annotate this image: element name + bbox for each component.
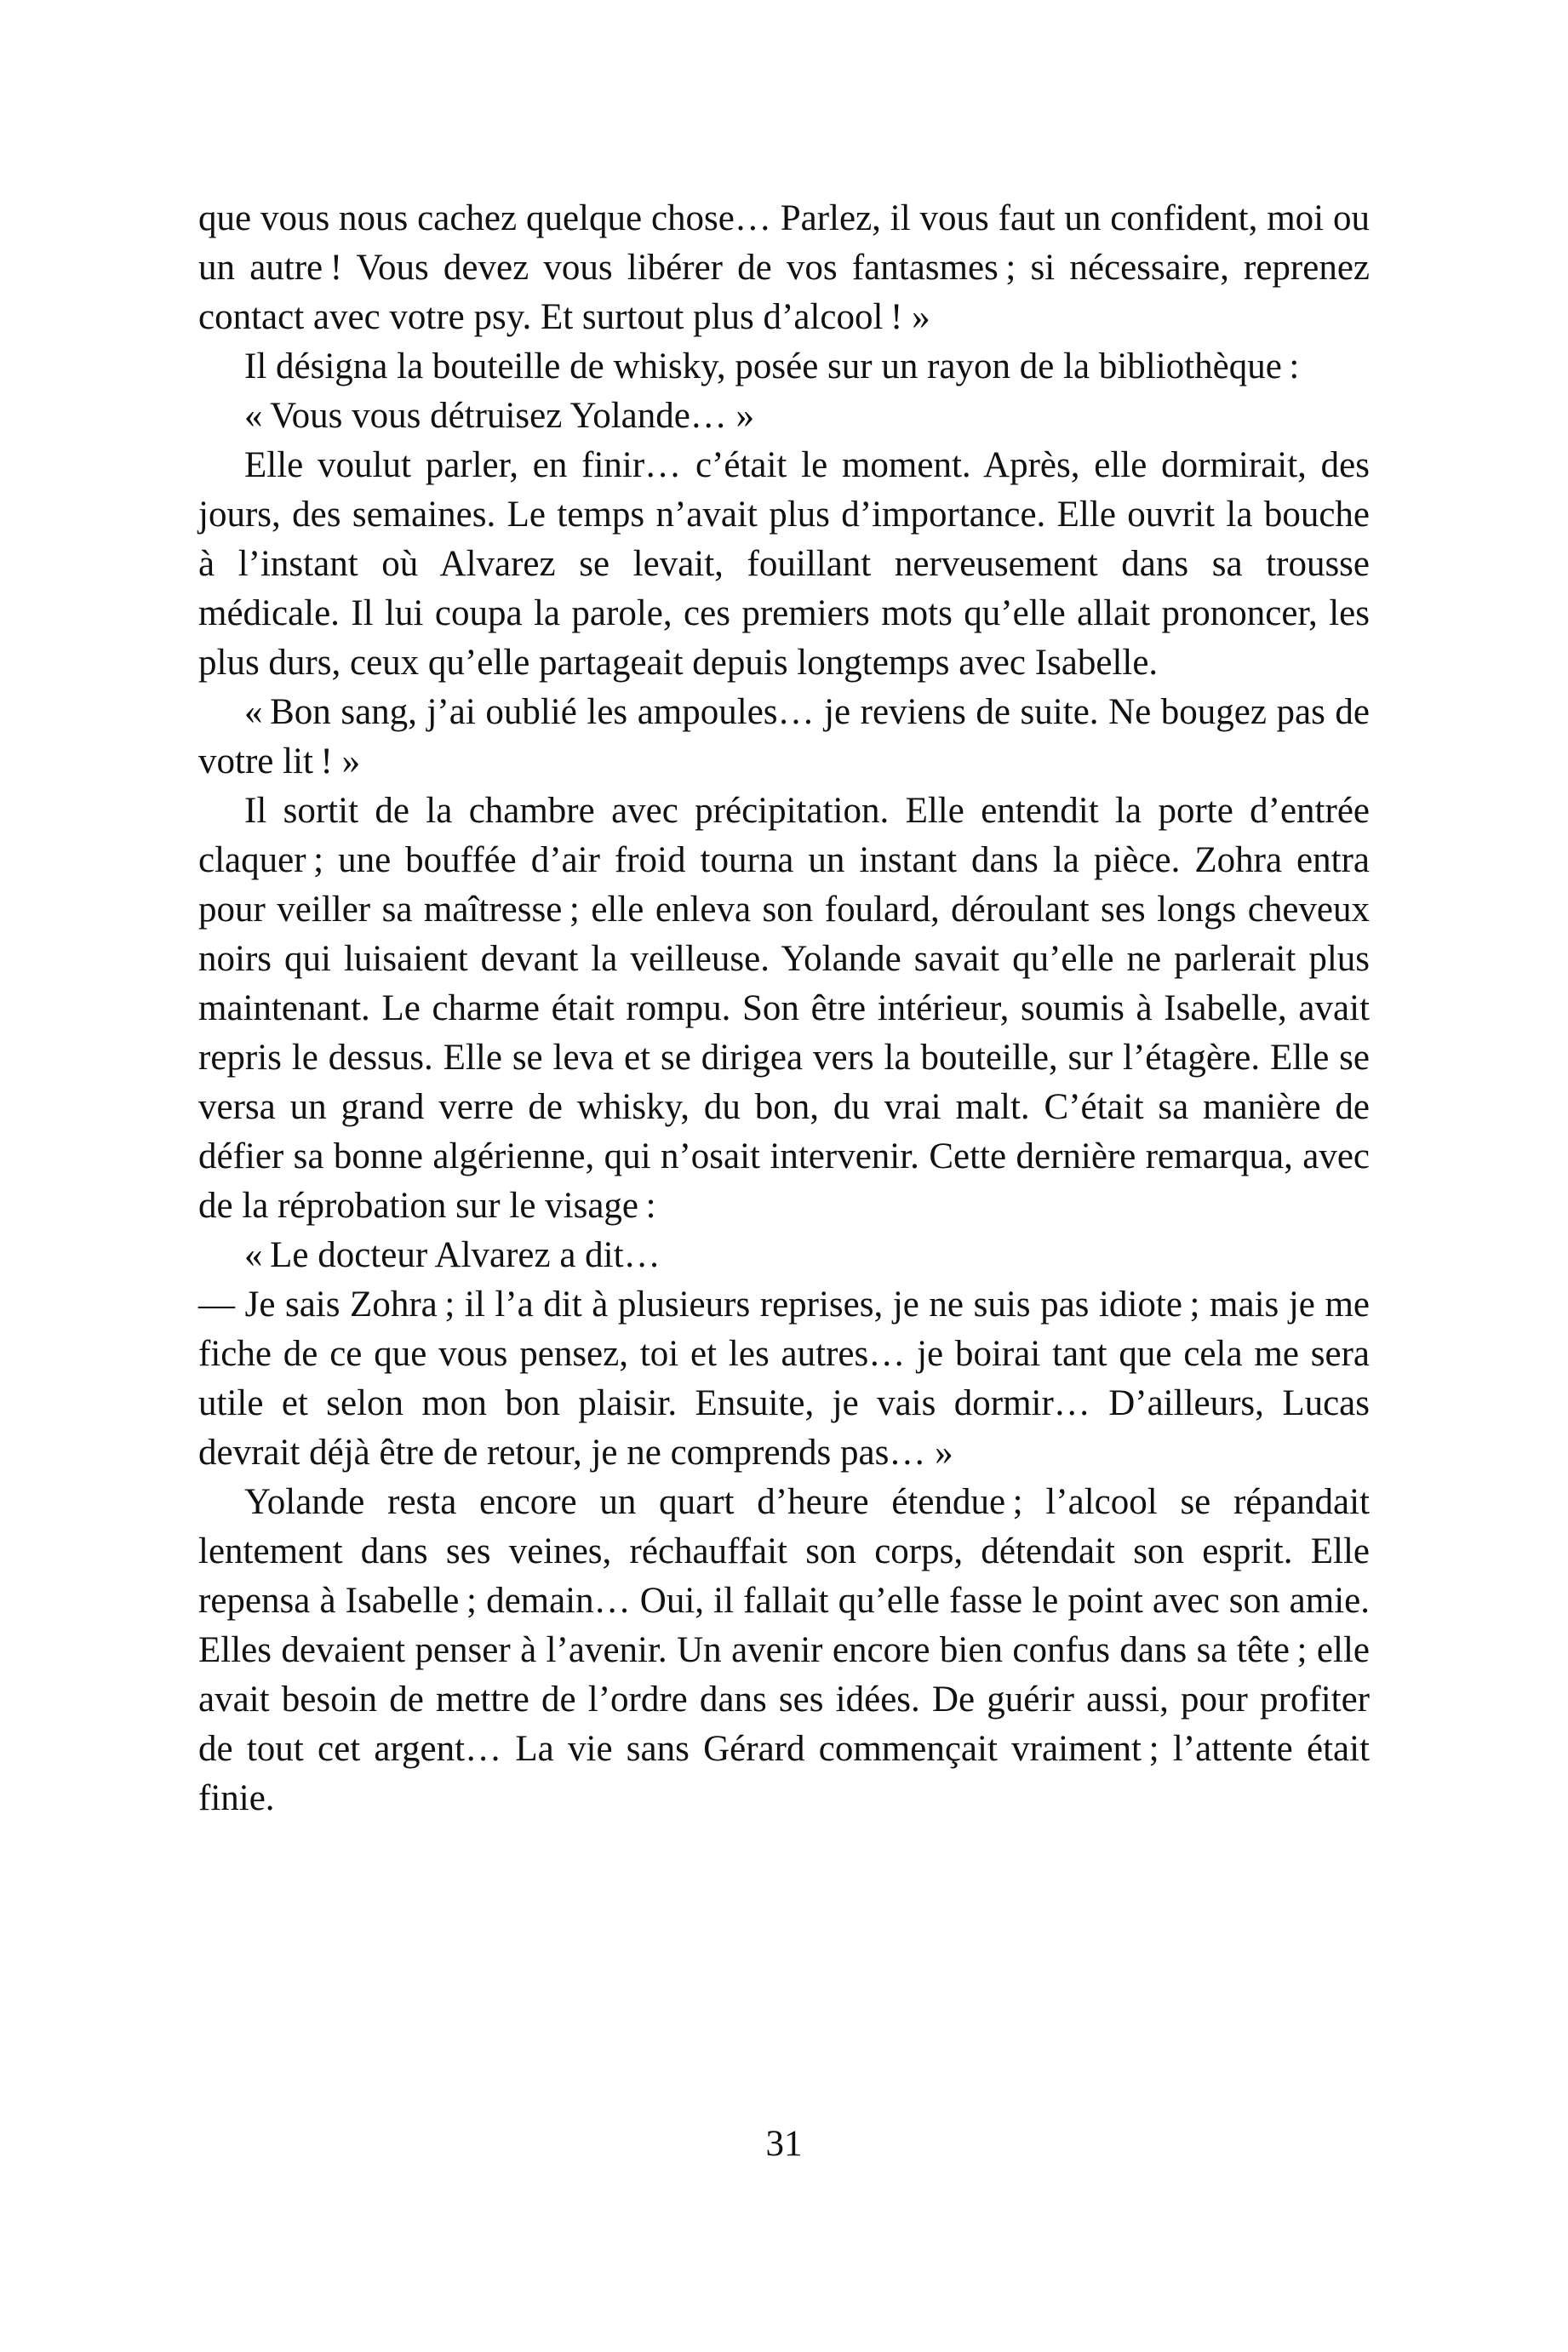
paragraph: Elle voulut parler, en finir… c’était le moment. Après, elle dormirait, des jours, des semaines. Le temps n’avait plus d’importance. Elle ouvrit la bouche à l’instant où Alvarez se levait, fouillant nerveusement dans sa trousse médicale. Il lui coupa la parole, ces premiers mots qu’elle allait prononcer, les plus durs, ceux qu’elle partageait depuis longtemps avec Isabelle. [198,445,1370,683]
dialogue-line: « Le docteur Alvarez a dit… [244,1235,661,1275]
dialogue-line: « Vous vous détruisez Yolande… » [244,396,755,436]
dialogue-line: — Je sais Zohra ; il l’a dit à plusieurs reprises, je ne suis pas idiote ; mais je me fiche de ce que vous pensez, toi et les autres… je boirai tant que cela me sera utile et selon mon bon plaisir. Ensuite, je vais dormir… D’ailleurs, Lucas devrait déjà être de retour, je ne comprends pas… » [198,1285,1370,1473]
dialogue-line: « Bon sang, j’ai oublié les ampoules… je reviens de suite. Ne bougez pas de votre lit ! » [198,692,1370,781]
body-text [198,194,1370,1823]
paragraph: Yolande resta encore un quart d’heure étendue ; l’alcool se répandait lentement dans ses veines, réchauffait son corps, détendait son esprit. Elle repensa à Isabelle ; demain… Oui, il fallait qu’elle fasse le point avec son amie. Elles devaient penser à l’avenir. Un avenir encore bien confus dans sa tête ; elle avait besoin de mettre de l’ordre dans ses idées. De guérir aussi, pour profiter de tout cet argent… La vie sans Gérard commençait vraiment ; l’attente était finie. [198,1482,1370,1818]
paragraph: Il sortit de la chambre avec précipitation. Elle entendit la porte d’entrée claquer ; une bouffée d’air froid tourna un instant dans la pièce. Zohra entra pour veiller sa maîtresse ; elle enleva son foulard, déroulant ses longs cheveux noirs qui luisaient devant la veilleuse. Yolande savait qu’elle ne parlerait plus maintenant. Le charme était rompu. Son être intérieur, soumis à Isabelle, avait repris le dessus. Elle se leva et se dirigea vers la bouteille, sur l’étagère. Elle se versa un grand verre de whisky, du bon, du vrai malt. C’était sa manière de défier sa bonne algérienne, qui n’osait intervenir. Cette dernière remarqua, avec de la réprobation sur le visage : [198,791,1370,1226]
paragraph-continuation: que vous nous cachez quelque chose… Parlez, il vous faut un confident, moi ou un autre ! Vous devez vous libérer de vos fantasmes ; si nécessaire, reprenez contact avec votre psy. Et surtout plus d’alcool ! » [198,198,1370,337]
paragraph: Il désigna la bouteille de whisky, posée sur un rayon de la bibliothèque : [244,346,1300,386]
page-number: 31 [765,2124,803,2164]
